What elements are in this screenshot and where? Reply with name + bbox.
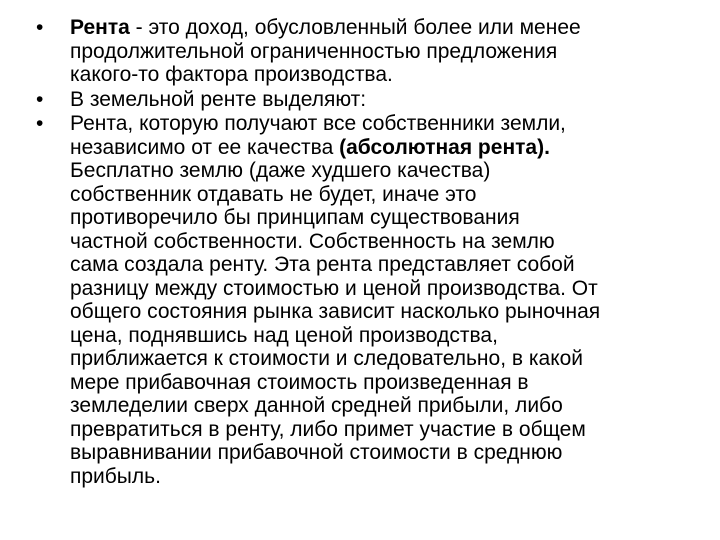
- text-line: Бесплатно землю (даже худшего качества): [70, 159, 491, 182]
- text-line: разницу между стоимостью и ценой производства. От: [70, 276, 598, 300]
- text-line: В земельной ренте выделяют:: [70, 87, 367, 111]
- text-line: прибыль.: [70, 464, 161, 488]
- bullet-icon: •: [36, 16, 44, 39]
- text-line: собственник отдавать не будет, иначе это: [70, 182, 477, 206]
- text-line: мере прибавочная стоимость произведенная в: [70, 370, 529, 394]
- bullet-item-rent-definition: [36, 16, 690, 87]
- bold-term: Рента: [70, 16, 130, 39]
- text-line: частной собственности. Собственность на землю: [70, 229, 555, 253]
- text-line: общего состояния рынка зависит насколько рыночная: [70, 300, 601, 323]
- text-line: земледелии сверх данной средней прибыли, либо: [70, 394, 563, 417]
- text-line: выравнивании прибавочной стоимости в среднюю: [70, 441, 563, 464]
- text-line: противоречило бы принципам существования: [70, 206, 520, 229]
- bullet-icon: •: [36, 87, 44, 111]
- text-line: приближается к стоимости и следовательно, в какой: [70, 347, 584, 370]
- text-line: какого-то фактора производства.: [70, 63, 393, 86]
- text-line: [70, 136, 690, 160]
- text-line: продолжительной ограниченностью предложения: [70, 39, 558, 63]
- bullet-icon: •: [36, 112, 44, 135]
- text-line: [70, 16, 690, 40]
- text-line: сама создала ренту. Эта рента представляет собой: [70, 253, 575, 276]
- text-line: превратиться в ренту, либо примет участие в общем: [70, 417, 586, 441]
- bullet-item-land-rent: [36, 88, 690, 112]
- bold-term: (абсолютная рента).: [339, 135, 550, 159]
- bullet-list: [36, 16, 690, 488]
- text-fragment: независимо от ее качества: [70, 135, 340, 159]
- bullet-item-absolute-rent: [36, 112, 690, 488]
- text-line: цена, поднявшись над ценой производства,: [70, 323, 498, 347]
- text-fragment: - это доход, обусловленный более или менее: [129, 16, 581, 39]
- text-line: Рента, которую получают все собственники земли,: [70, 112, 566, 135]
